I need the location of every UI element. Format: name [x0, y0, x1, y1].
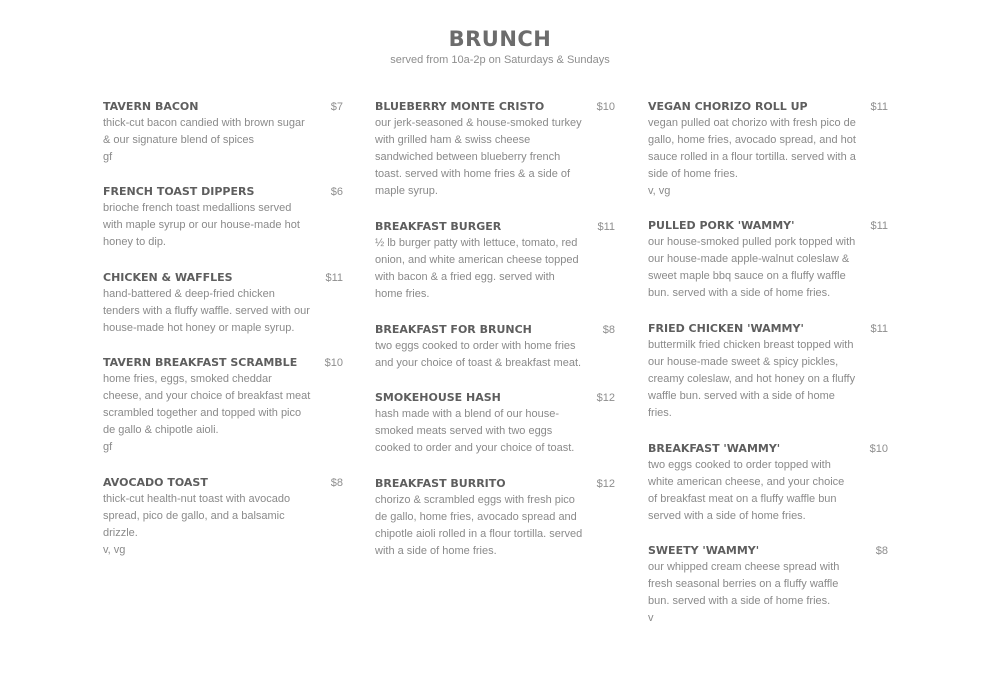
menu-item-price: $10: [324, 357, 343, 369]
menu-item-header: [103, 270, 345, 286]
menu-item-description: hand-battered & deep-fried chicken tenders with a fluffy waffle. served with our house-made hot honey or maple syrup.: [103, 288, 310, 334]
menu-item-price: $8: [330, 477, 343, 489]
menu-item-price: $12: [596, 392, 615, 404]
menu-item-name: BREAKFAST BURGER: [375, 220, 502, 233]
menu-item-price: $12: [596, 478, 615, 490]
menu-item-description: ½ lb burger patty with lettuce, tomato, red onion, and white american cheese topped with bacon & a fried egg. served with home fries.: [375, 237, 579, 300]
menu-item-price: $10: [596, 101, 615, 113]
menu-item-header: [375, 390, 617, 406]
menu-item-description: two eggs cooked to order topped with white american cheese, and your choice of breakfast meat on a fluffy waffle bun served with a side of home fries.: [648, 459, 845, 522]
menu-item-header: [375, 322, 617, 338]
menu-item-dietary-tags: v, vg: [103, 544, 126, 556]
menu-item-description: home fries, eggs, smoked cheddar cheese, and your choice of breakfast meat scrambled together and topped with pico de gallo & chipotle aioli.: [103, 373, 311, 436]
menu-item-pulled-pork-wammy: [648, 218, 890, 302]
menu-item-description: our whipped cream cheese spread with fresh seasonal berries on a fluffy waffle bun. served with a side of home fries.: [648, 561, 840, 607]
menu-item-price: $8: [602, 324, 615, 336]
menu-item-french-toast-dippers: [103, 184, 345, 251]
menu-item-breakfast-burger: [375, 219, 617, 303]
menu-item-name: TAVERN BREAKFAST SCRAMBLE: [103, 356, 298, 369]
menu-column-1: [103, 99, 345, 559]
menu-item-tavern-bacon: [103, 99, 345, 166]
menu-item-description: brioche french toast medallions served with maple syrup or our house-made hot honey to dip.: [103, 202, 300, 248]
menu-item-header: [648, 218, 890, 234]
menu-item-fried-chicken-wammy: [648, 321, 890, 422]
menu-item-price: $11: [870, 101, 888, 113]
menu-item-price: $7: [330, 101, 343, 113]
menu-item-price: $8: [875, 545, 888, 557]
menu-item-dietary-tags: gf: [103, 441, 113, 453]
menu-item-header: [103, 475, 345, 491]
menu-item-description: chorizo & scrambled eggs with fresh pico de gallo, home fries, avocado spread and chipotle aioli rolled in a flour tortilla. served with a side of home fries.: [375, 494, 583, 557]
menu-item-header: [103, 355, 345, 371]
menu-item-header: [103, 99, 345, 115]
menu-item-header: [375, 476, 617, 492]
menu-item-dietary-tags: v, vg: [648, 185, 671, 197]
menu-item-description: hash made with a blend of our house-smoked meats served with two eggs cooked to order and your choice of toast.: [375, 408, 575, 454]
menu-item-name: BREAKFAST 'WAMMY': [648, 442, 781, 455]
menu-item-dietary-tags: gf: [103, 151, 113, 163]
menu-item-name: BLUEBERRY MONTE CRISTO: [375, 100, 545, 113]
menu-item-name: PULLED PORK 'WAMMY': [648, 219, 795, 232]
menu-column-2: [375, 99, 617, 560]
menu-item-vegan-chorizo-roll-up: [648, 99, 890, 200]
menu-item-description: our jerk-seasoned & house-smoked turkey with grilled ham & swiss cheese sandwiched between blueberry french toast. served with home fries & a side of maple syrup.: [375, 117, 582, 197]
menu-item-description: our house-smoked pulled pork topped with our house-made apple-walnut coleslaw & sweet maple bbq sauce on a fluffy waffle bun. served with a side of home fries.: [648, 236, 856, 299]
menu-item-price: $6: [330, 186, 343, 198]
menu-item-smokehouse-hash: [375, 390, 617, 457]
menu-item-description: vegan pulled oat chorizo with fresh pico de gallo, home fries, avocado spread, and hot sauce rolled in a flour tortilla. served with a side of home fries.: [648, 117, 856, 180]
menu-item-name: VEGAN CHORIZO ROLL UP: [648, 100, 808, 113]
menu-item-chicken-waffles: [103, 270, 345, 337]
menu-item-breakfast-burrito: [375, 476, 617, 560]
menu-item-name: BREAKFAST BURRITO: [375, 477, 506, 490]
menu-item-price: $11: [325, 272, 343, 284]
menu-item-name: FRENCH TOAST DIPPERS: [103, 185, 255, 198]
menu-item-name: SWEETY 'WAMMY': [648, 544, 760, 557]
menu-item-avocado-toast: [103, 475, 345, 559]
menu-item-dietary-tags: v: [648, 612, 654, 624]
menu-item-breakfast-wammy: [648, 441, 890, 525]
menu-item-name: SMOKEHOUSE HASH: [375, 391, 501, 404]
menu-item-description: two eggs cooked to order with home fries and your choice of toast & breakfast meat.: [375, 340, 582, 369]
menu-header: [0, 26, 1000, 67]
menu-item-name: CHICKEN & WAFFLES: [103, 271, 233, 284]
menu-item-header: [375, 219, 617, 235]
menu-item-price: $11: [597, 221, 615, 233]
menu-item-header: [103, 184, 345, 200]
menu-item-tavern-breakfast-scramble: [103, 355, 345, 456]
menu-item-price: $11: [870, 323, 888, 335]
menu-item-description: thick-cut bacon candied with brown sugar & our signature blend of spices: [103, 117, 305, 146]
page-title: BRUNCH: [448, 27, 552, 51]
menu-item-price: $10: [869, 443, 888, 455]
menu-item-name: FRIED CHICKEN 'WAMMY': [648, 322, 804, 335]
menu-item-name: AVOCADO TOAST: [103, 476, 208, 489]
service-hours: served from 10a-2p on Saturdays & Sundays: [390, 54, 610, 66]
menu-item-breakfast-for-brunch: [375, 322, 617, 372]
menu-item-description: thick-cut health-nut toast with avocado spread, pico de gallo, and a balsamic drizzle.: [103, 493, 291, 539]
menu-item-header: [648, 543, 890, 559]
menu-item-header: [648, 99, 890, 115]
menu-item-sweety-wammy: [648, 543, 890, 627]
menu-item-header: [648, 321, 890, 337]
menu-item-name: BREAKFAST FOR BRUNCH: [375, 323, 532, 336]
menu-item-header: [648, 441, 890, 457]
menu-item-description: buttermilk fried chicken breast topped with our house-made sweet & spicy pickles, creamy coleslaw, and hot honey on a fluffy waffle bun. served with a side of home fries.: [648, 339, 856, 419]
menu-item-blueberry-monte-cristo: [375, 99, 617, 200]
menu-item-name: TAVERN BACON: [103, 100, 199, 113]
menu-item-price: $11: [870, 220, 888, 232]
menu-column-3: [648, 99, 890, 627]
menu-item-header: [375, 99, 617, 115]
